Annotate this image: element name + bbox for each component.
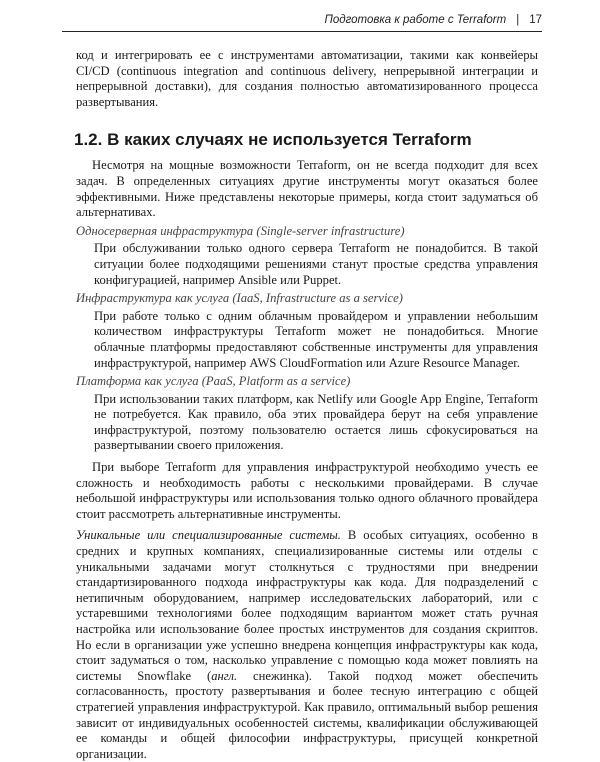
- header-separator: |: [516, 14, 520, 26]
- unique-systems-text-end: снежинка). Такой подход может обеспечить согласованность, простоту развертывания и более тесную интеграцию с общей стратегией управления инфраструктурой. Как правило, оптимальный выбор решения зависит от индивидуальных особенностей системы, квалификации обслуживающей ее команды и общей философии инфраструктуры, присущей конкретной организации.: [76, 668, 539, 761]
- intro-paragraph: код и интегрировать ее с инструментами автоматизации, такими как конвейеры CI/CD (continuous integration and continuous delivery, непрерывной интеграции и непрерывной доставки), для создания полностью автоматизированного процесса развертывания.: [76, 48, 538, 109]
- running-header: [62, 14, 542, 32]
- multi-provider-paragraph: При выборе Terraform для управления инфраструктурой необходимо учесть ее сложность и необходимость работы с несколькими провайдерами. В случае небольшой инфраструктуры или использования только одного облачного провайдера стоит рассмотреть альтернативные инструменты.: [76, 460, 538, 521]
- case-body: При использовании таких платформ, как Netlify или Google App Engine, Terraform не потребуется. Как правило, оба этих провайдера берут на себя управление инфраструктурой, поэтому пользователю остается лишь сфокусироваться на развертывании своего приложения.: [94, 391, 538, 453]
- unique-systems-lead: Уникальные или специализированные системы.: [76, 528, 341, 543]
- section-heading: 1.2. В каких случаях не используется Terraform: [74, 130, 472, 150]
- case-iaas: [76, 291, 538, 371]
- header-title: Подготовка к работе с Terraform: [324, 14, 507, 26]
- case-body: При обслуживании только одного сервера Terraform не понадобится. В такой ситуации более подходящими решениями станут простые средства управления конфигурацией, например Ansible или Puppet.: [94, 241, 538, 287]
- term-language-note: англ.: [211, 668, 238, 683]
- case-title: Инфраструктура как услуга (IaaS, Infrastructure as a service): [76, 291, 403, 306]
- page-number: 17: [529, 14, 542, 26]
- case-body: При работе только с одним облачным провайдером и управлении небольшим количеством инфраструктуры Terraform может не понадобиться. Многие облачные платформы предоставляют собственные инструменты для управления инфраструктурой, например AWS CloudFormation или Azure Resource Manager.: [94, 308, 538, 370]
- case-paas: [76, 374, 538, 454]
- unique-systems-text: В особых ситуациях, особенно в средних и крупных компаниях, специализированные системы или отделы с уникальными задачами могут столкнуться с трудностями при внедрении стандартизированного подхода инфраструктуры как кода. Для подразделений с нетипичным оборудованием, например исследовательских лабораторий, или с устаревшими технологиями более подходящим вариантом может стать ручная настройка или использование более простых инструментов для создания скриптов. Но если в организации уже успешно внедрена концепция инфраструктуры как кода, стоит задуматься о том, насколько управление с помощью кода может повлиять на системы Snowflake (: [76, 528, 539, 683]
- page-content: [76, 48, 538, 762]
- unique-systems-paragraph: [76, 528, 538, 762]
- case-single-server: [76, 224, 538, 288]
- section-intro-paragraph: Несмотря на мощные возможности Terraform, он не всегда подходит для всех задач. В определенных ситуациях другие инструменты могут оказаться более эффективными. Ниже представлены некоторые примеры, когда стоит задуматься об альтернативах.: [76, 158, 538, 220]
- case-title: Односерверная инфраструктура (Single-server infrastructure): [76, 223, 405, 238]
- case-title: Платформа как услуга (PaaS, Platform as a service): [76, 374, 351, 389]
